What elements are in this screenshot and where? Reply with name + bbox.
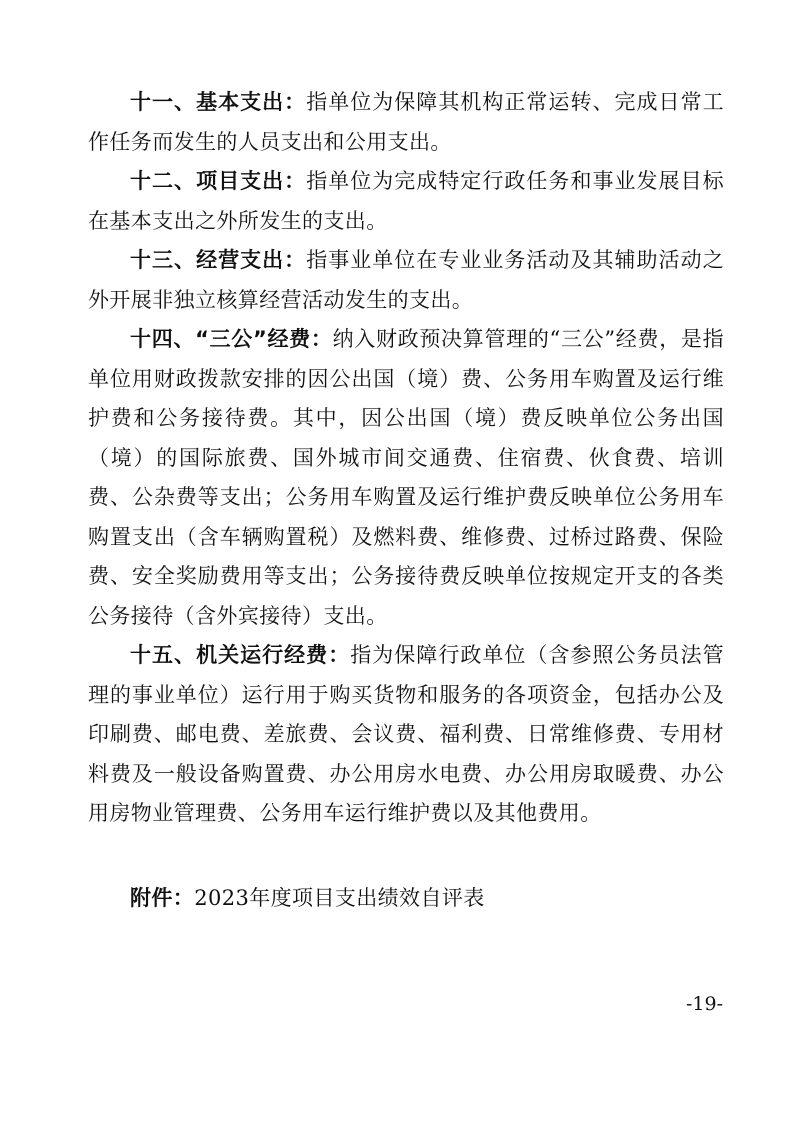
section-body: 纳入财政预决算管理的“三公”经费，是指单位用财政拨款安排的因公出国（境）费、公务用车购置及运行维护费和公务接待费。其中，因公出国（境）费反映单位公务出国（境）的国际旅费、国外城市间交通费、住宿费、伙食费、培训费、公杂费等支出；公务用车购置及运行维护费反映单位公务用车购置支出（含车辆购置税）及燃料费、维修费、过桥过路费、保险费、安全奖励费用等支出；公务接待费反映单位按规定开支的各类公务接待（含外宾接待）支出。 [88, 327, 724, 628]
section-body: 指单位为完成特定行政任务和事业发展目标在基本支出之外所发生的支出。 [88, 169, 724, 233]
section-basic-expenditure [88, 83, 724, 162]
section-project-expenditure [88, 162, 724, 241]
section-body: 指单位为保障其机构正常运转、完成日常工作任务而发生的人员支出和公用支出。 [88, 90, 724, 154]
section-body: 指为保障行政单位（含参照公务员法管理的事业单位）运行用于购买货物和服务的各项资金，包括办公及印刷费、邮电费、差旅费、会议费、福利费、日常维修费、专用材料费及一般设备购置费、办公用房水电费、办公用房取暖费、办公用房物业管理费、公务用车运行维护费以及其他费用。 [88, 643, 724, 825]
attachment-label: 附件： [130, 886, 195, 910]
attachment-line [130, 879, 485, 919]
section-heading: 十二、项目支出： [130, 169, 307, 193]
section-heading: 十一、基本支出： [130, 90, 307, 114]
section-heading: 十五、机关运行经费： [130, 643, 351, 667]
section-body: 指事业单位在专业业务活动及其辅助活动之外开展非独立核算经营活动发生的支出。 [88, 248, 724, 312]
page-number: -19- [686, 993, 724, 1015]
section-heading: 十四、“三公”经费： [130, 327, 333, 351]
section-operating-expenditure [88, 241, 724, 320]
section-three-public-funds [88, 320, 724, 636]
document-body [88, 83, 724, 834]
section-heading: 十三、经营支出： [130, 248, 307, 272]
section-agency-operating-funds [88, 636, 724, 834]
attachment-text: 2023年度项目支出绩效自评表 [194, 886, 485, 910]
